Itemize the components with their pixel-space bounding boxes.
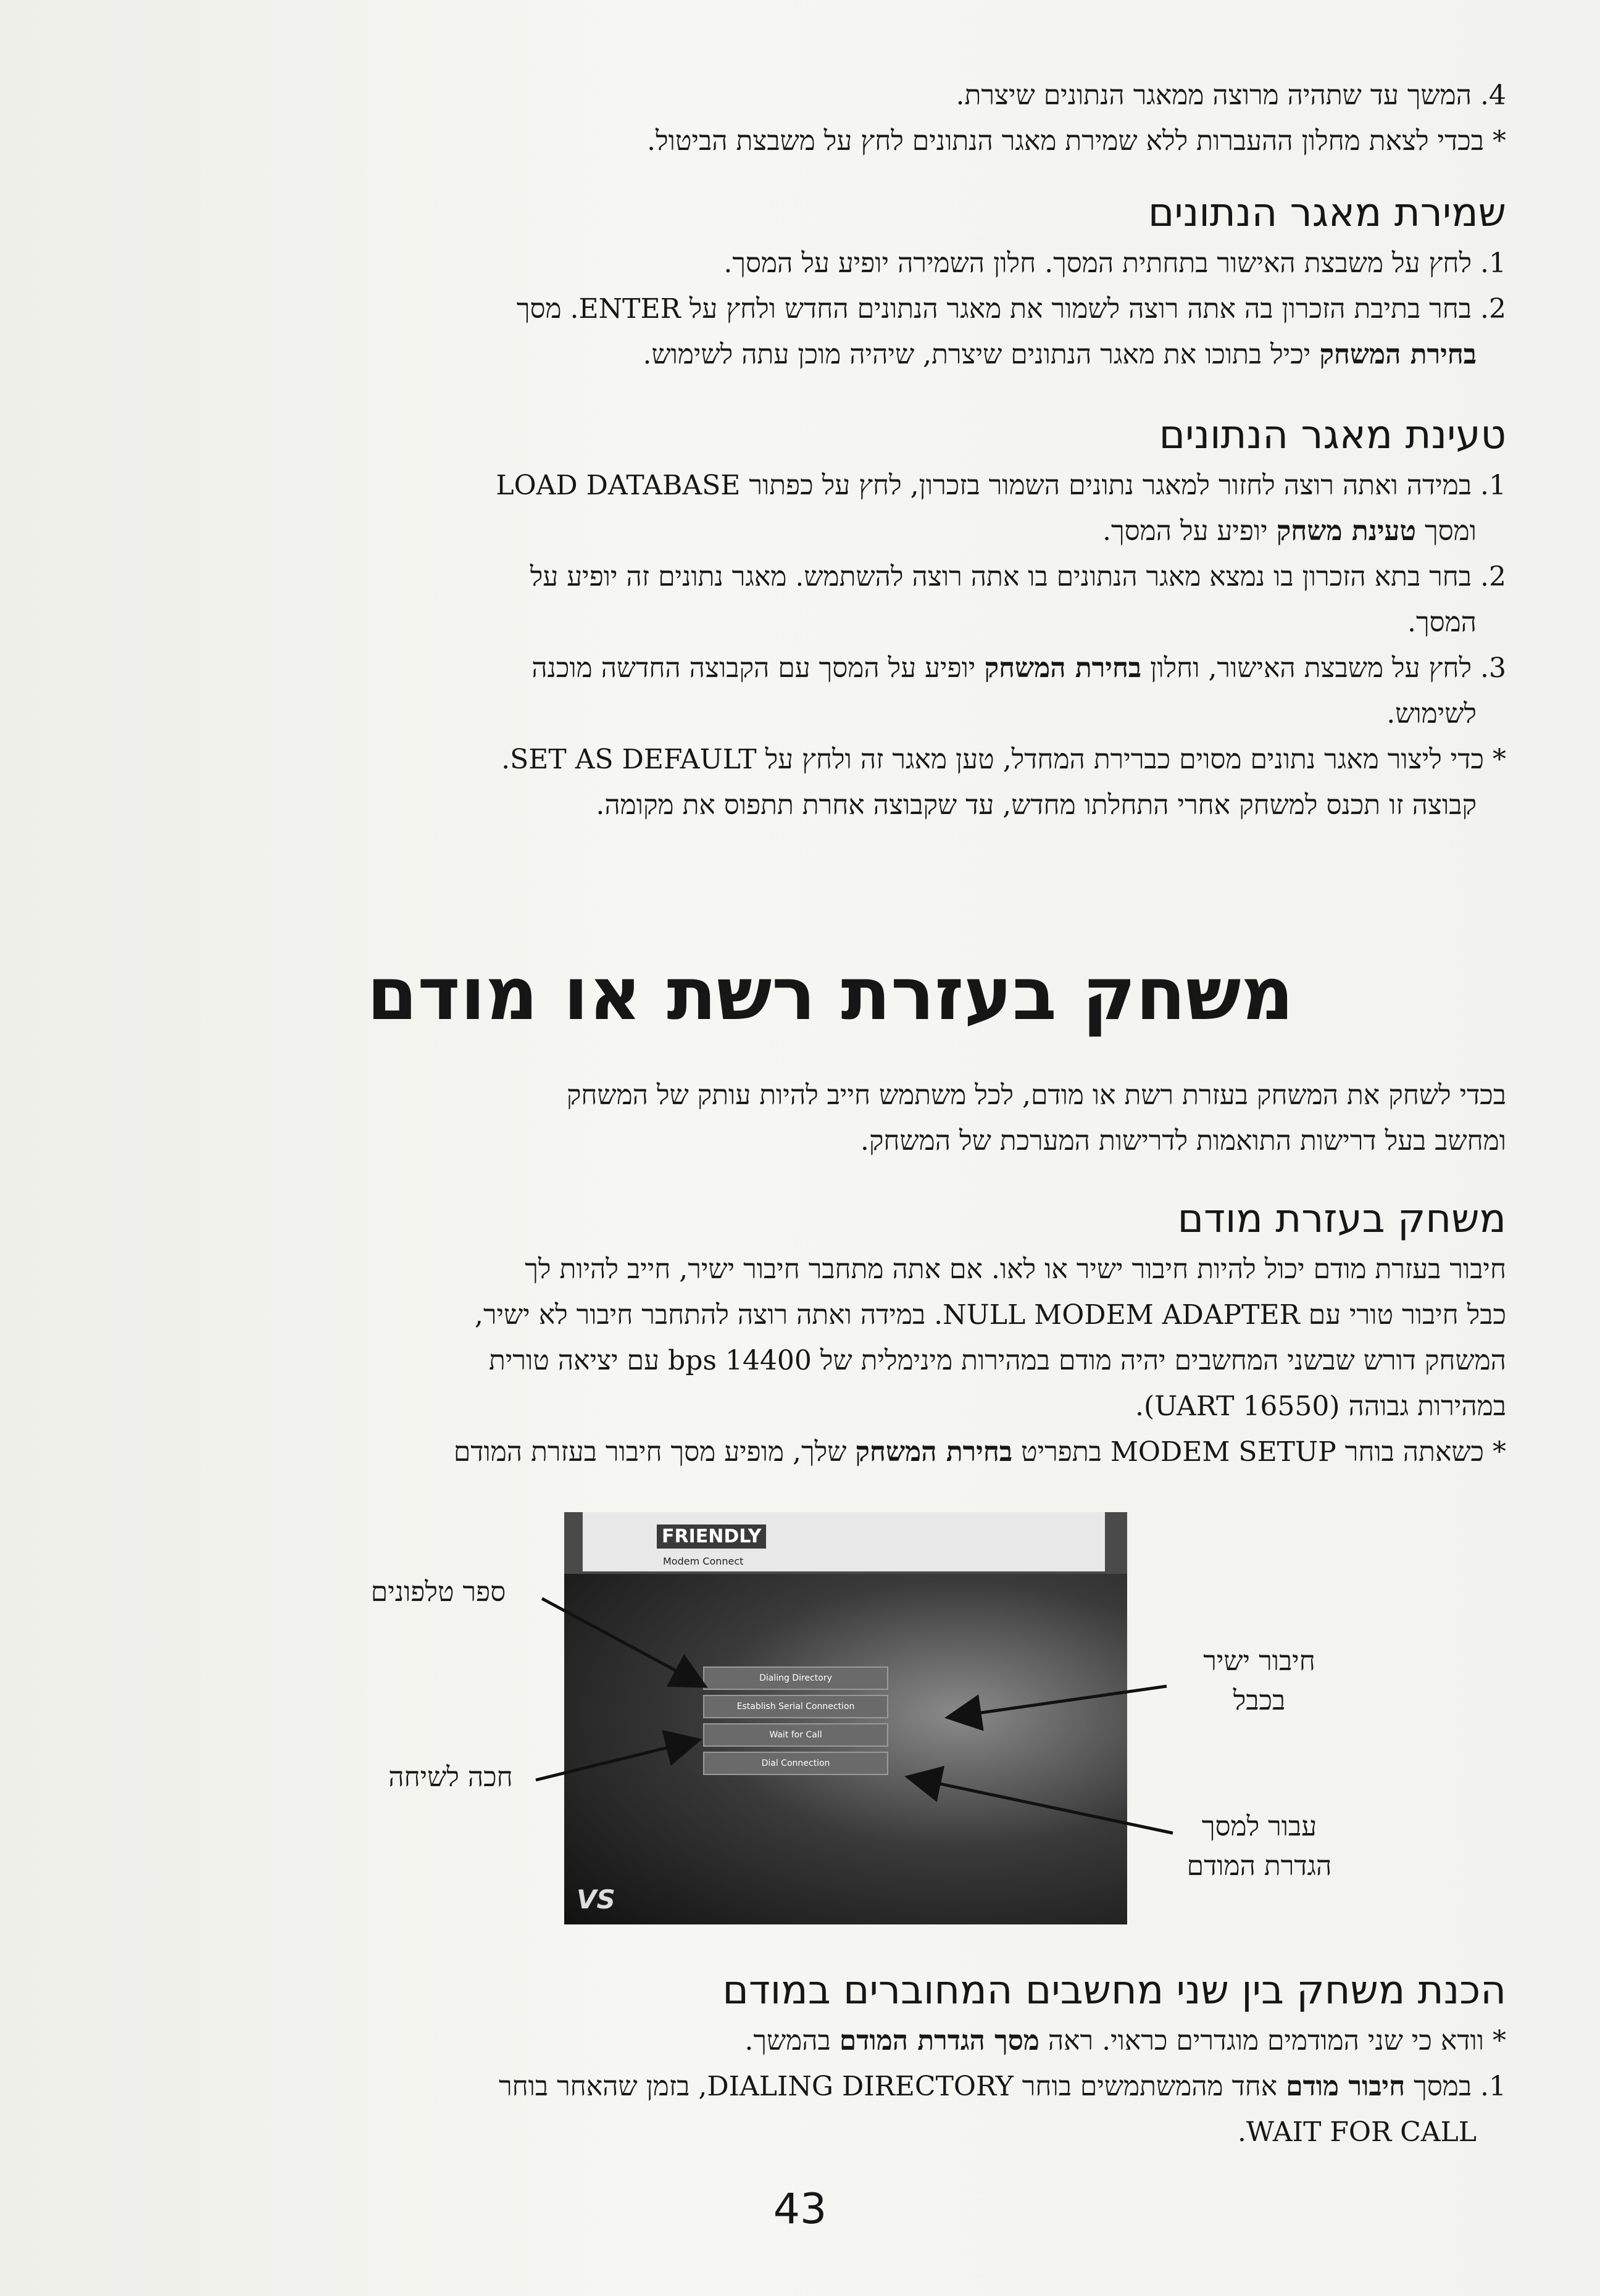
prep-heading: הכנת משחק בין שני מחשבים המחוברים במודם [722,1968,1506,2013]
callout-direct-1: חיבור ישיר [1203,1645,1315,1677]
arrow-wait [536,1741,696,1780]
game-select-term-2: בחירת המשחק [984,652,1142,684]
default-note-b: קבוצה זו תכנס למשחק אחרי התחלתו מחדש, עד שקבוצה אחרת תתפוס את מקומה. [596,789,1477,821]
save-heading: שמירת מאגר הנתונים [1148,190,1506,236]
modem-p3: המשחק דורש שבשני המחשבים יהיה מודם במהירות מינימלית של 14400 bps עם יציאה טורית [489,1345,1506,1376]
load-step-1a: 1. במידה ואתה רוצה לחזור למאגר נתונים השמור בזכרון, לחץ על כפתור LOAD DATABASE [496,470,1506,501]
load-step-2a: 2. בחר בתא הזכרון בו נמצא מאגר הנתונים בו אתה רוצה להשתמש. מאגר נתונים זה יופיע על [530,561,1506,593]
load-step-3a-pre: 3. לחץ על משבצת האישור, וחלון [1141,652,1506,684]
menu-wait-for-call[interactable]: Wait for Call [703,1723,888,1747]
load-step-1b-rest: יופיע על המסך. [1102,515,1277,547]
vs-logo: VS [577,1884,615,1915]
load-step-3a-rest: יופיע על המסך עם הקבוצה החדשה מוכנה [531,652,985,684]
callout-setup-2: הגדרת המודם [1186,1850,1332,1882]
callout-wait: חכה לשיחה [388,1762,513,1793]
prep-step-1a [154,2064,1506,2110]
arrow-direct [951,1686,1167,1717]
prep-note-pre: * וודא כי שני המודמים מוגדרים כראוי. ראה [1039,2025,1506,2057]
prep-step-1b: WAIT FOR CALL. [1237,2116,1477,2148]
modem-p2: כבל חיבור טורי עם NULL MODEM ADAPTER. במידה ואתה רוצה להתחבר חיבור לא ישיר, [474,1299,1506,1331]
modem-heading: משחק בעזרת מודם [1177,1196,1506,1242]
modem-note-rest: שלך, מופיע מסך חיבור בעזרת המודם [453,1436,856,1468]
arrow-setup [910,1778,1173,1833]
page-number: 43 [773,2185,827,2234]
save-step-2a: 2. בחר בתיבת הזכרון בה אתה רוצה לשמור את מאגר הנתונים החדש ולחץ על ENTER. מסך [516,293,1506,325]
screenshot-subtitle: Modem Connect [663,1555,744,1567]
load-game-term: טעינת משחק [1276,515,1417,547]
load-step-1b-pre: ומסך [1416,515,1477,547]
load-step-2b: המסך. [1407,607,1477,638]
network-intro-b: ומחשב בעל דרישות התואמות לדרישות המערכת של המשחק. [860,1125,1506,1157]
step-4: 4. המשך עד שתהיה מרוצה ממאגר הנתונים שיצרת. [956,80,1506,111]
prep-note [154,2018,1506,2064]
modem-p4: במהירות גבוהה (16550 UART). [1135,1391,1506,1422]
callout-setup-1: עבור למסך [1201,1811,1317,1842]
screenshot-title: FRIENDLY [657,1524,766,1549]
arrow-phonebook [542,1599,702,1685]
save-step-1: 1. לחץ על משבצת האישור בתחתית המסך. חלון השמירה יופיע על המסך. [723,247,1506,279]
game-select-term: בחירת המשחק [1319,339,1477,370]
prep-step-1-pre: 1. במסך [1405,2071,1506,2102]
game-select-term-3: בחירת המשחק [855,1436,1013,1468]
menu-establish-serial[interactable]: Establish Serial Connection [703,1695,888,1718]
menu-dial-connection[interactable]: Dial Connection [703,1752,888,1775]
callout-direct-2: בכבל [1233,1685,1286,1716]
prep-section [154,1963,1506,2155]
modem-note-pre: * כשאתה בוחר MODEM SETUP בתפריט [1012,1436,1506,1468]
prep-step-1-rest: אחד מהמשתמשים בוחר DIALING DIRECTORY, בזמן שהאחר בוחר [498,2071,1286,2102]
modem-p1: חיבור בעזרת מודם יכול להיות חיבור ישיר או לאו. אם אתה מתחבר חיבור ישיר, חייב להיות לך [525,1254,1506,1285]
menu-dialing-directory[interactable]: Dialing Directory [703,1666,888,1690]
modem-setup-term: מסך הגדרת המודם [839,2025,1040,2057]
cancel-note: * בכדי לצאת מחלון ההעברות ללא שמירת מאגר הנתונים לחץ על משבצת הביטול. [647,125,1506,157]
network-title: משחק בעזרת רשת או מודם [367,951,1294,1036]
callout-phonebook: ספר טלפונים [370,1576,506,1608]
network-intro-a: בכדי לשחק את המשחק בעזרת רשת או מודם, לכל משתמש חייב להיות עותק של המשחק [566,1079,1506,1111]
load-step-3b: לשימוש. [1386,698,1477,730]
prep-note-rest: בהמשך. [744,2025,840,2057]
default-note-a: * כדי ליצור מאגר נתונים מסוים כברירת המחדל, טען מאגר זה ולחץ על SET AS DEFAULT. [501,744,1506,775]
load-heading: טעינת מאגר הנתונים [1159,412,1506,458]
modem-connect-term: חיבור מודם [1286,2071,1406,2102]
save-step-2b-text: יכיל בתוכו את מאגר הנתונים שיצרת, שיהיה מוכן עתה לשימוש. [643,339,1320,370]
